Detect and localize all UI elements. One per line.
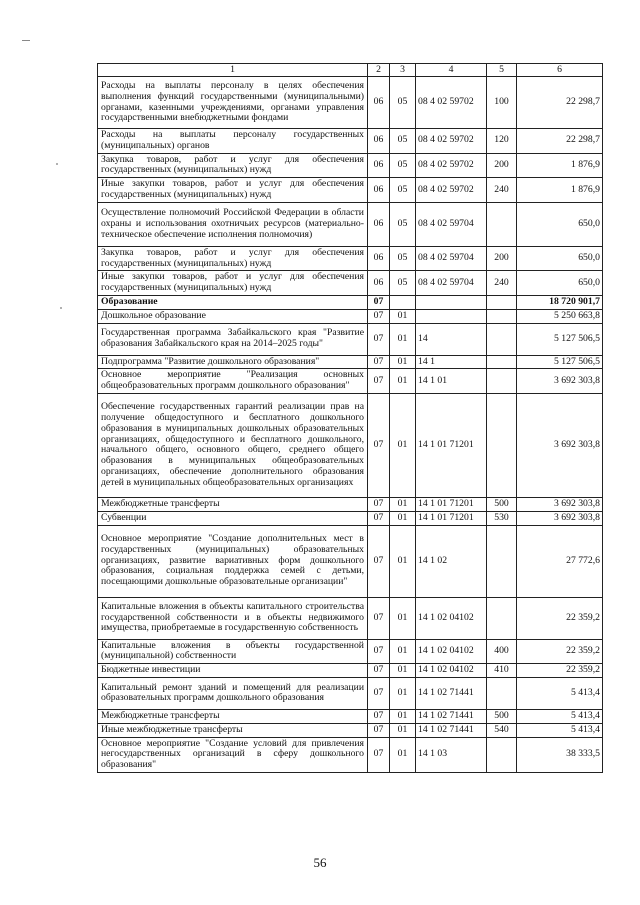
scan-speck	[60, 307, 62, 309]
row-expense-type-cell	[487, 309, 517, 323]
row-target-article-cell: 14 1 02 71441	[416, 723, 487, 737]
table-row	[98, 246, 603, 271]
row-expense-type-cell	[487, 323, 517, 355]
row-target-article-cell: 14 1 02 04102	[416, 664, 487, 678]
row-amount-cell: 1 876,9	[517, 178, 603, 203]
row-expense-type-cell: 100	[487, 77, 517, 129]
row-target-article-cell: 08 4 02 59702	[416, 153, 487, 178]
row-section-cell: 07	[368, 369, 390, 394]
row-name-cell: Капитальные вложения в объекты капитального строительства государственной собственности и в объекты недвижимого имущества, приобретаемые в государственную собственность	[98, 597, 368, 639]
row-section-cell: 07	[368, 393, 390, 497]
row-amount-cell: 22 298,7	[517, 129, 603, 154]
row-name-cell: Образование	[98, 295, 368, 309]
row-subsection-cell: 05	[390, 153, 416, 178]
row-target-article-cell: 14 1 02 71441	[416, 677, 487, 709]
table-row	[98, 677, 603, 709]
row-section-cell: 07	[368, 497, 390, 511]
row-section-cell: 07	[368, 639, 390, 664]
row-section-cell: 06	[368, 178, 390, 203]
row-section-cell: 06	[368, 246, 390, 271]
row-amount-cell: 22 359,2	[517, 597, 603, 639]
row-target-article-cell: 08 4 02 59702	[416, 129, 487, 154]
row-target-article-cell: 08 4 02 59702	[416, 77, 487, 129]
row-subsection-cell: 01	[390, 323, 416, 355]
row-expense-type-cell: 410	[487, 664, 517, 678]
row-expense-type-cell: 540	[487, 723, 517, 737]
row-target-article-cell: 14 1 02	[416, 525, 487, 597]
row-section-cell: 07	[368, 309, 390, 323]
row-section-cell: 07	[368, 295, 390, 309]
row-expense-type-cell: 120	[487, 129, 517, 154]
row-name-cell: Государственная программа Забайкальского края "Развитие образования Забайкальского края на 2014–2025 годы"	[98, 323, 368, 355]
table-row	[98, 178, 603, 203]
row-amount-cell: 5 127 506,5	[517, 355, 603, 369]
row-target-article-cell: 14 1 01 71201	[416, 497, 487, 511]
row-name-cell: Закупка товаров, работ и услуг для обеспечения государственных (муниципальных) нужд	[98, 153, 368, 178]
row-expense-type-cell	[487, 737, 517, 772]
row-target-article-cell: 14 1 01 71201	[416, 393, 487, 497]
table-row	[98, 639, 603, 664]
row-expense-type-cell: 500	[487, 709, 517, 723]
row-expense-type-cell: 400	[487, 639, 517, 664]
row-amount-cell: 5 413,4	[517, 723, 603, 737]
row-subsection-cell: 01	[390, 525, 416, 597]
row-amount-cell: 650,0	[517, 246, 603, 271]
row-expense-type-cell	[487, 295, 517, 309]
row-subsection-cell: 01	[390, 355, 416, 369]
row-subsection-cell: 01	[390, 511, 416, 525]
table-row	[98, 511, 603, 525]
row-subsection-cell: 05	[390, 129, 416, 154]
scan-speck	[56, 163, 58, 165]
row-subsection-cell	[390, 295, 416, 309]
row-expense-type-cell: 530	[487, 511, 517, 525]
row-subsection-cell: 01	[390, 369, 416, 394]
row-subsection-cell: 01	[390, 393, 416, 497]
row-name-cell: Осуществление полномочий Российской Федерации в области охраны и использования охотничьих ресурсов (материально-техническое обеспечение исполнения полномочия)	[98, 202, 368, 246]
table-row	[98, 709, 603, 723]
budget-table	[97, 63, 603, 773]
row-name-cell: Основное мероприятие "Реализация основных общеобразовательных программ дошкольного образования"	[98, 369, 368, 394]
row-section-cell: 07	[368, 709, 390, 723]
row-subsection-cell: 01	[390, 709, 416, 723]
row-amount-cell: 5 127 506,5	[517, 323, 603, 355]
col-header-subsection: 3	[390, 64, 416, 77]
row-target-article-cell: 08 4 02 59704	[416, 271, 487, 296]
row-section-cell: 07	[368, 323, 390, 355]
table-row	[98, 153, 603, 178]
row-name-cell: Подпрограмма "Развитие дошкольного образования"	[98, 355, 368, 369]
row-section-cell: 07	[368, 664, 390, 678]
table-row	[98, 393, 603, 497]
table-row	[98, 525, 603, 597]
row-expense-type-cell	[487, 355, 517, 369]
row-name-cell: Межбюджетные трансферты	[98, 497, 368, 511]
row-section-cell: 07	[368, 355, 390, 369]
row-target-article-cell: 14 1 02 04102	[416, 639, 487, 664]
row-section-cell: 06	[368, 129, 390, 154]
table-row	[98, 597, 603, 639]
row-subsection-cell: 05	[390, 202, 416, 246]
row-amount-cell: 5 413,4	[517, 709, 603, 723]
row-target-article-cell	[416, 295, 487, 309]
row-subsection-cell: 01	[390, 677, 416, 709]
col-header-amount: 6	[517, 64, 603, 77]
row-name-cell: Дошкольное образование	[98, 309, 368, 323]
table-row	[98, 271, 603, 296]
row-expense-type-cell: 200	[487, 153, 517, 178]
row-name-cell: Капитальный ремонт зданий и помещений для реализации образовательных программ дошкольного образования	[98, 677, 368, 709]
row-target-article-cell: 14 1	[416, 355, 487, 369]
row-subsection-cell: 05	[390, 77, 416, 129]
table-row	[98, 309, 603, 323]
row-subsection-cell: 01	[390, 497, 416, 511]
row-expense-type-cell	[487, 677, 517, 709]
row-amount-cell: 3 692 303,8	[517, 369, 603, 394]
scan-mark	[22, 40, 30, 41]
row-section-cell: 07	[368, 677, 390, 709]
col-header-expense-type: 5	[487, 64, 517, 77]
row-subsection-cell: 01	[390, 639, 416, 664]
row-amount-cell: 27 772,6	[517, 525, 603, 597]
row-target-article-cell	[416, 309, 487, 323]
table-row	[98, 129, 603, 154]
row-section-cell: 06	[368, 153, 390, 178]
row-name-cell: Основное мероприятие "Создание условий для привлечения негосударственных организаций в сферу дошкольного образования"	[98, 737, 368, 772]
table-row	[98, 295, 603, 309]
row-name-cell: Бюджетные инвестиции	[98, 664, 368, 678]
row-name-cell: Капитальные вложения в объекты государственной (муниципальной) собственности	[98, 639, 368, 664]
row-amount-cell: 1 876,9	[517, 153, 603, 178]
row-amount-cell: 5 250 663,8	[517, 309, 603, 323]
row-section-cell: 06	[368, 77, 390, 129]
row-target-article-cell: 14	[416, 323, 487, 355]
row-target-article-cell: 14 1 01	[416, 369, 487, 394]
row-section-cell: 07	[368, 597, 390, 639]
table-row	[98, 723, 603, 737]
row-amount-cell: 22 298,7	[517, 77, 603, 129]
table-row	[98, 202, 603, 246]
table-header-row	[98, 64, 603, 77]
row-amount-cell: 22 359,2	[517, 664, 603, 678]
row-subsection-cell: 01	[390, 664, 416, 678]
row-subsection-cell: 01	[390, 309, 416, 323]
row-section-cell: 07	[368, 511, 390, 525]
row-subsection-cell: 01	[390, 597, 416, 639]
row-section-cell: 07	[368, 525, 390, 597]
row-section-cell: 06	[368, 202, 390, 246]
row-target-article-cell: 08 4 02 59704	[416, 202, 487, 246]
table-row	[98, 369, 603, 394]
row-subsection-cell: 05	[390, 271, 416, 296]
row-target-article-cell: 08 4 02 59704	[416, 246, 487, 271]
row-name-cell: Субвенции	[98, 511, 368, 525]
row-amount-cell: 3 692 303,8	[517, 393, 603, 497]
row-expense-type-cell	[487, 525, 517, 597]
row-expense-type-cell	[487, 597, 517, 639]
row-amount-cell: 3 692 303,8	[517, 511, 603, 525]
col-header-name: 1	[98, 64, 368, 77]
row-expense-type-cell	[487, 393, 517, 497]
row-expense-type-cell: 200	[487, 246, 517, 271]
row-amount-cell: 18 720 901,7	[517, 295, 603, 309]
row-name-cell: Иные закупки товаров, работ и услуг для обеспечения государственных (муниципальных) нужд	[98, 271, 368, 296]
row-section-cell: 07	[368, 723, 390, 737]
row-name-cell: Расходы на выплаты персоналу в целях обеспечения выполнения функций государственными (муниципальными) органами, казенными учреждениями, органами управления государственными внебюджетными фондами	[98, 77, 368, 129]
row-amount-cell: 3 692 303,8	[517, 497, 603, 511]
table-row	[98, 355, 603, 369]
row-target-article-cell: 14 1 03	[416, 737, 487, 772]
row-name-cell: Основное мероприятие "Создание дополнительных мест в государственных (муниципальных) образовательных организациях, развитие вариативных форм дошкольного образования, социальная поддержка семей с детьми, посещающими дошкольные образовательные организации"	[98, 525, 368, 597]
row-amount-cell: 5 413,4	[517, 677, 603, 709]
row-expense-type-cell: 240	[487, 178, 517, 203]
row-subsection-cell: 01	[390, 723, 416, 737]
row-target-article-cell: 14 1 01 71201	[416, 511, 487, 525]
row-name-cell: Обеспечение государственных гарантий реализации прав на получение общедоступного и бесплатного дошкольного образования в муниципальных дошкольных образовательных организациях, общедоступного и бесплатного дошкольного, начального общего, основного общего, среднего общего образования в муниципальных общеобразовательных организациях, обеспечение дополнительного образования детей в муниципальных общеобразовательных организациях	[98, 393, 368, 497]
row-target-article-cell: 08 4 02 59702	[416, 178, 487, 203]
row-target-article-cell: 14 1 02 71441	[416, 709, 487, 723]
table-row	[98, 323, 603, 355]
table-row	[98, 664, 603, 678]
row-amount-cell: 38 333,5	[517, 737, 603, 772]
row-subsection-cell: 05	[390, 178, 416, 203]
col-header-target-article: 4	[416, 64, 487, 77]
row-expense-type-cell: 500	[487, 497, 517, 511]
col-header-section: 2	[368, 64, 390, 77]
table-row	[98, 497, 603, 511]
row-name-cell: Межбюджетные трансферты	[98, 709, 368, 723]
row-expense-type-cell	[487, 202, 517, 246]
page-number: 56	[313, 855, 327, 870]
row-section-cell: 07	[368, 737, 390, 772]
row-subsection-cell: 01	[390, 737, 416, 772]
row-expense-type-cell	[487, 369, 517, 394]
row-subsection-cell: 05	[390, 246, 416, 271]
row-expense-type-cell: 240	[487, 271, 517, 296]
table-row	[98, 77, 603, 129]
row-name-cell: Расходы на выплаты персоналу государственных (муниципальных) органов	[98, 129, 368, 154]
row-amount-cell: 650,0	[517, 271, 603, 296]
row-amount-cell: 650,0	[517, 202, 603, 246]
row-name-cell: Иные закупки товаров, работ и услуг для обеспечения государственных (муниципальных) нужд	[98, 178, 368, 203]
row-amount-cell: 22 359,2	[517, 639, 603, 664]
row-section-cell: 06	[368, 271, 390, 296]
row-target-article-cell: 14 1 02 04102	[416, 597, 487, 639]
row-name-cell: Закупка товаров, работ и услуг для обеспечения государственных (муниципальных) нужд	[98, 246, 368, 271]
row-name-cell: Иные межбюджетные трансферты	[98, 723, 368, 737]
table-row	[98, 737, 603, 772]
